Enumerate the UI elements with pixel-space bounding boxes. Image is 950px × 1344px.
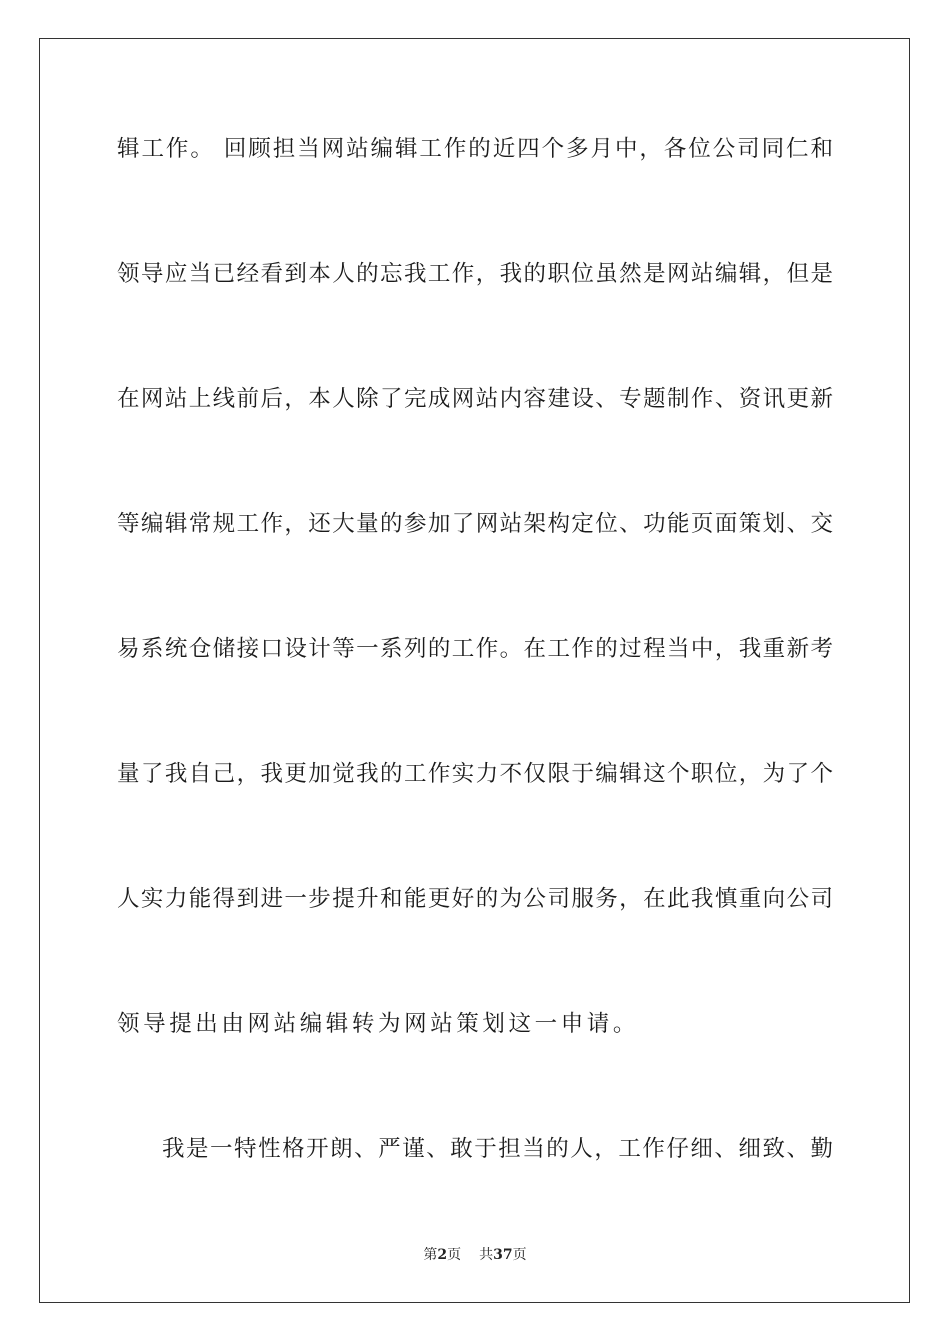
page-suffix: 页	[447, 1247, 462, 1263]
body-text-line: 量了我自己，我更加觉我的工作实力不仅限于编辑这个职位，为了个	[117, 761, 833, 787]
body-text-line-paragraph-start: 我是一特性格开朗、严谨、敢于担当的人，工作仔细、细致、勤	[162, 1136, 833, 1162]
body-text-line: 领导应当已经看到本人的忘我工作，我的职位虽然是网站编辑，但是	[117, 261, 833, 287]
body-text-line: 易系统仓储接口设计等一系列的工作。在工作的过程当中，我重新考	[117, 636, 833, 662]
body-text-line-paragraph-end: 领导提出由网站编辑转为网站策划这一申请。	[117, 1011, 640, 1037]
total-page-count: 37	[493, 1247, 513, 1263]
total-prefix: 共	[479, 1247, 494, 1263]
total-suffix: 页	[512, 1247, 527, 1263]
body-text-line: 等编辑常规工作，还大量的参加了网站架构定位、功能页面策划、交	[117, 511, 833, 537]
current-page-number: 2	[437, 1247, 448, 1263]
body-text-line: 在网站上线前后，本人除了完成网站内容建设、专题制作、资讯更新	[117, 386, 833, 412]
page-border	[39, 38, 910, 1303]
page-prefix: 第	[423, 1247, 438, 1263]
page-footer	[0, 1245, 950, 1265]
body-text-line: 人实力能得到进一步提升和能更好的为公司服务，在此我慎重向公司	[117, 886, 833, 912]
body-text-line: 辑工作。 回顾担当网站编辑工作的近四个多月中，各位公司同仁和	[117, 136, 833, 162]
